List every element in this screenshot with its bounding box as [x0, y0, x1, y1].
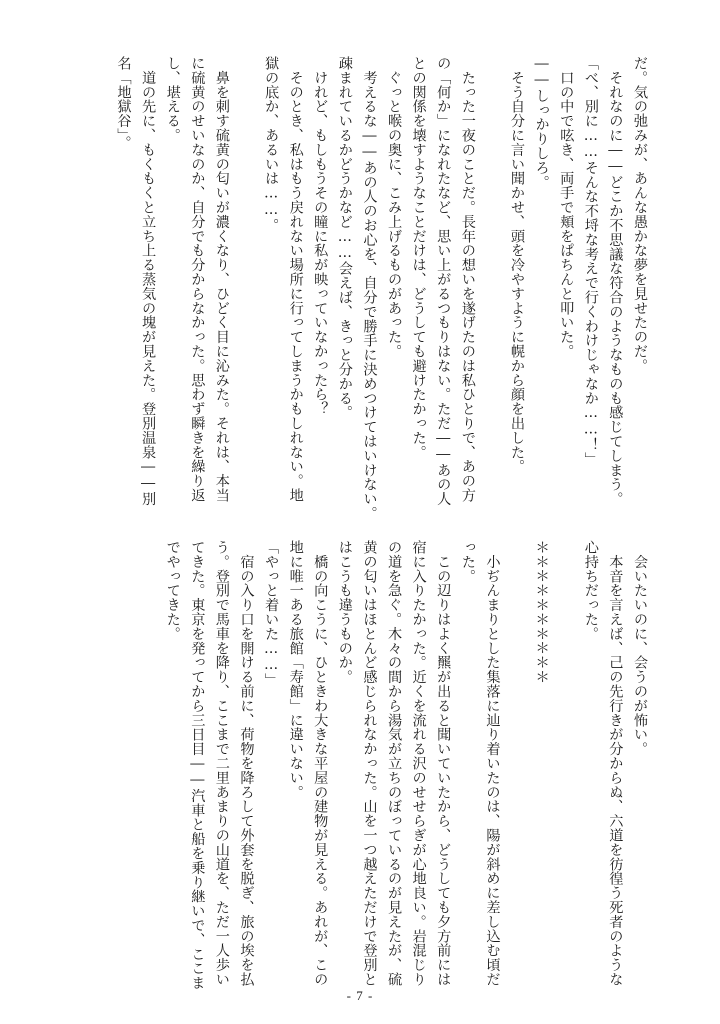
text-line: でやってきた。 [164, 540, 181, 641]
text-line: 口の中で呟き、両手で頬をぱちんと叩いた。 [558, 56, 575, 359]
text-line: 宿に入りたかった。近くを流れる沢のせせらぎが心地良い。岩混じり [410, 540, 427, 987]
text-line: 会いたいのに、会うのが怖い。 [632, 540, 648, 756]
text-line: てきた。東京を発ってから三日目――汽車と船を乗り継いで、ここま [189, 540, 206, 990]
text-line: ぐっと喉の奥に、こみ上げるものがあった。 [386, 56, 403, 359]
text-line: けれど、もしもうその瞳に私が映っていなかったら？ [312, 56, 329, 416]
text-line: ――しっかりしろ。 [533, 56, 550, 190]
text-line: 疎まれているかどうかなど……会えば、きっと分かる。 [336, 56, 353, 420]
text-line: ＊＊＊＊＊＊＊＊＊＊ [533, 540, 550, 684]
text-line: 橋の向こうに、ひときわ大きな平屋の建物が見える。あれが、この [312, 540, 329, 987]
text-line: 名「地獄谷」。 [115, 56, 132, 150]
text-line: との関係を壊すようなことだけは、どうしても避けたかった。 [410, 56, 427, 460]
text-line: だ。気の弛みが、あんな愚かな夢を見せたのだ。 [632, 56, 648, 373]
text-line: の道を急ぐ。木々の間から湯気が立ちのぼっているのが見えたが、硫 [386, 540, 403, 987]
text-line: 鼻を刺す硫黄の匂いが濃くなり、ひどく目に沁みた。それは、本当 [213, 56, 230, 503]
text-line: 「べ、別に……そんな不埒な考えで行くわけじゃなか……！」 [582, 56, 599, 467]
text-line: そう自分に言い聞かせ、頭を冷やすように幌から顔を出した。 [509, 56, 526, 474]
text-line: の「何か」になれたなど、思い上がるつもりはない。ただ――あの人 [435, 56, 452, 506]
text-line: に硫黄のせいなのか、自分でも分からなかった。思わず瞬きを繰り返 [189, 56, 206, 503]
text-line: 「やっと着いた……」 [263, 540, 280, 688]
text-block-top [111, 56, 652, 521]
text-line [234, 56, 259, 506]
text-line: 宿の入り口を開ける前に、荷物を降ろして外套を脱ぎ、旅の埃を払 [238, 540, 255, 987]
text-line: そのとき、私はもう戻れない場所に行ってしまうかもしれない。地 [287, 56, 304, 503]
text-line: それなのに――どこか不思議な符合のようなものも感じてしまう。 [607, 56, 624, 506]
text-line: し、堪える。 [164, 56, 181, 143]
text-line: 道の先に、もくもくと立ち上る蒸気の塊が見えた。登別温泉――別 [140, 56, 157, 506]
text-line: う。登別で馬車を降り、ここまで二里あまりの山道を、ただ一人歩い [213, 540, 230, 987]
text-line: たった一夜のことだ。長年の想いを遂げたのは私ひとりで、あの方 [459, 56, 476, 503]
text-line: った。 [459, 540, 476, 584]
text-line [480, 56, 505, 506]
text-line [554, 540, 579, 970]
text-line: 黄の匂いはほとんど感じられなかった。山を一つ越えただけで登別と [361, 540, 378, 987]
text-line: はこうも違うものか。 [336, 540, 353, 684]
text-line: 考えるな――あの人のお心を、自分で勝手に決めつけてはいけない。 [361, 56, 378, 521]
text-block-bottom [160, 540, 652, 990]
text-line: 本音を言えば、己の先行きが分からぬ、六道を彷徨う死者のような [607, 540, 624, 987]
text-line: 心持ちだった。 [582, 540, 599, 641]
text-line: 小ぢんまりとした集落に辿り着いたのは、陽が斜めに差し込む頃だ [484, 540, 501, 987]
text-line [504, 540, 529, 970]
text-line: この辺りはよく羆が出ると聞いていたから、どうしても夕方前には [435, 540, 452, 987]
text-line: 地に唯一ある旅館「寿館」に違いない。 [287, 540, 304, 800]
text-line: 獄の底か、あるいは……。 [263, 56, 280, 233]
page-number: - 7 - [346, 988, 374, 1003]
